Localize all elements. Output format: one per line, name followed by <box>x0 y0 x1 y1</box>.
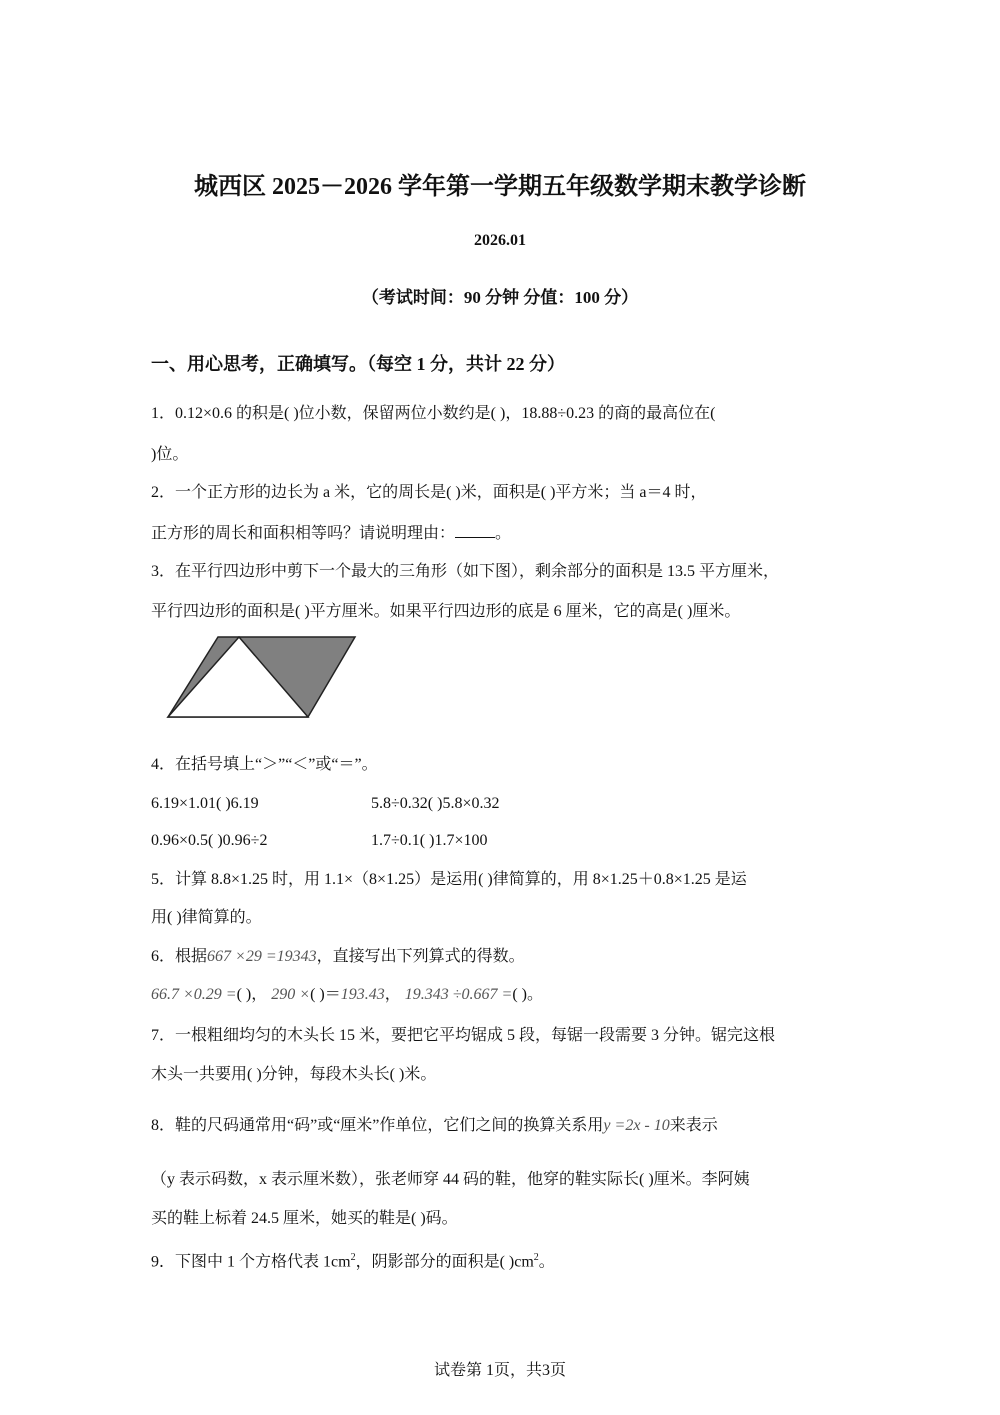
q4-line1: 4．在括号填上“＞”“＜”或“＝”。 <box>151 756 378 773</box>
q6-blank3: ( )。 <box>512 986 543 1003</box>
q5-line2: 用( )律简算的。 <box>151 909 262 926</box>
q6-line2 <box>151 985 543 1005</box>
q7-line2: 木头一共要用( )分钟，每段木头长( )米。 <box>151 1066 437 1083</box>
q6-line1 <box>151 947 525 967</box>
q9-text-b: ，阴影部分的面积是( )cm <box>355 1253 534 1271</box>
q2-text: 正方形的周长和面积相等吗？请说明理由： <box>151 525 456 542</box>
page-footer: 试卷第 1页，共3页 <box>433 1362 566 1379</box>
q4-c: 0.96×0.5( )0.96÷2 <box>151 832 268 849</box>
q8-text-b: 来表示 <box>669 1117 718 1134</box>
exam-date: 2026.01 <box>474 232 526 249</box>
q6-formula: 667 ×29 =19343 <box>207 948 317 965</box>
q9-line1 <box>151 1248 555 1272</box>
q6-sep: ， <box>384 986 401 1003</box>
answer-blank[interactable] <box>455 523 495 538</box>
q6-expr2-result: 193.43 <box>340 986 385 1003</box>
q6-blank2: ( )＝ <box>310 986 341 1003</box>
q4-row2 <box>151 831 487 851</box>
section-heading: 一、用心思考，正确填写。（每空 1 分，共计 22 分） <box>151 354 565 374</box>
q4-a: 6.19×1.01( )6.19 <box>151 795 259 812</box>
q8-line3: 买的鞋上标着 24.5 厘米，她买的鞋是( )码。 <box>151 1210 458 1227</box>
q8-formula: y =2x - 10 <box>603 1117 670 1134</box>
q9-text-c: 。 <box>538 1253 555 1271</box>
q4-d: 1.7÷0.1( )1.7×100 <box>371 832 488 849</box>
q9-sup: 2 <box>350 1252 356 1263</box>
q6-expr1: 66.7 ×0.29 = <box>151 986 237 1003</box>
q6-blank1: ( )， <box>236 986 268 1003</box>
q4-b: 5.8÷0.32( )5.8×0.32 <box>371 795 500 812</box>
q7-line1: 7．一根粗细均匀的木头长 15 米，要把它平均锯成 5 段，每锯一段需要 3 分钟。锯完这根 <box>151 1027 776 1044</box>
q9-text-a: 9．下图中 1 个方格代表 1cm <box>151 1253 351 1271</box>
q3-line2: 平行四边形的面积是( )平方厘米。如果平行四边形的底是 6 厘米，它的高是( )厘米。 <box>151 603 741 620</box>
q1-line2: )位。 <box>151 446 189 463</box>
exam-info: （考试时间：90 分钟 分值：100 分） <box>361 288 639 307</box>
q4-row1 <box>151 794 499 814</box>
q6-text-b: ，直接写出下列算式的得数。 <box>316 948 525 965</box>
q6-text-a: 6．根据 <box>151 948 208 965</box>
q2-line1: 2．一个正方形的边长为 a 米，它的周长是( )米，面积是( )平方米；当 a＝4 时， <box>151 484 707 501</box>
q6-expr2: 290 × <box>271 986 311 1003</box>
q6-expr3: 19.343 ÷0.667 = <box>404 986 513 1003</box>
q2-line2 <box>151 523 511 544</box>
q3-line1: 3．在平行四边形中剪下一个最大的三角形（如下图），剩余部分的面积是 13.5 平方厘米， <box>151 563 780 580</box>
q8-text-a: 8．鞋的尺码通常用“码”或“厘米”作单位，它们之间的换算关系用 <box>151 1117 604 1134</box>
q8-line1 <box>151 1116 718 1136</box>
parallelogram-figure <box>165 634 360 722</box>
q5-line1: 5．计算 8.8×1.25 时，用 1.1×（8×1.25）是运用( )律简算的，用 8×1.25＋0.8×1.25 是运 <box>151 871 747 888</box>
page-title: 城西区 2025－2026 学年第一学期五年级数学期末教学诊断 <box>194 174 806 200</box>
q2-end: 。 <box>495 525 512 542</box>
q1-line1: 1．0.12×0.6 的积是( )位小数，保留两位小数约是( )，18.88÷0.23 的商的最高位在( <box>151 405 716 422</box>
q8-line2: （y 表示码数，x 表示厘米数），张老师穿 44 码的鞋，他穿的鞋实际长( )厘米。李阿姨 <box>151 1171 750 1188</box>
q9-sup2: 2 <box>533 1252 539 1263</box>
